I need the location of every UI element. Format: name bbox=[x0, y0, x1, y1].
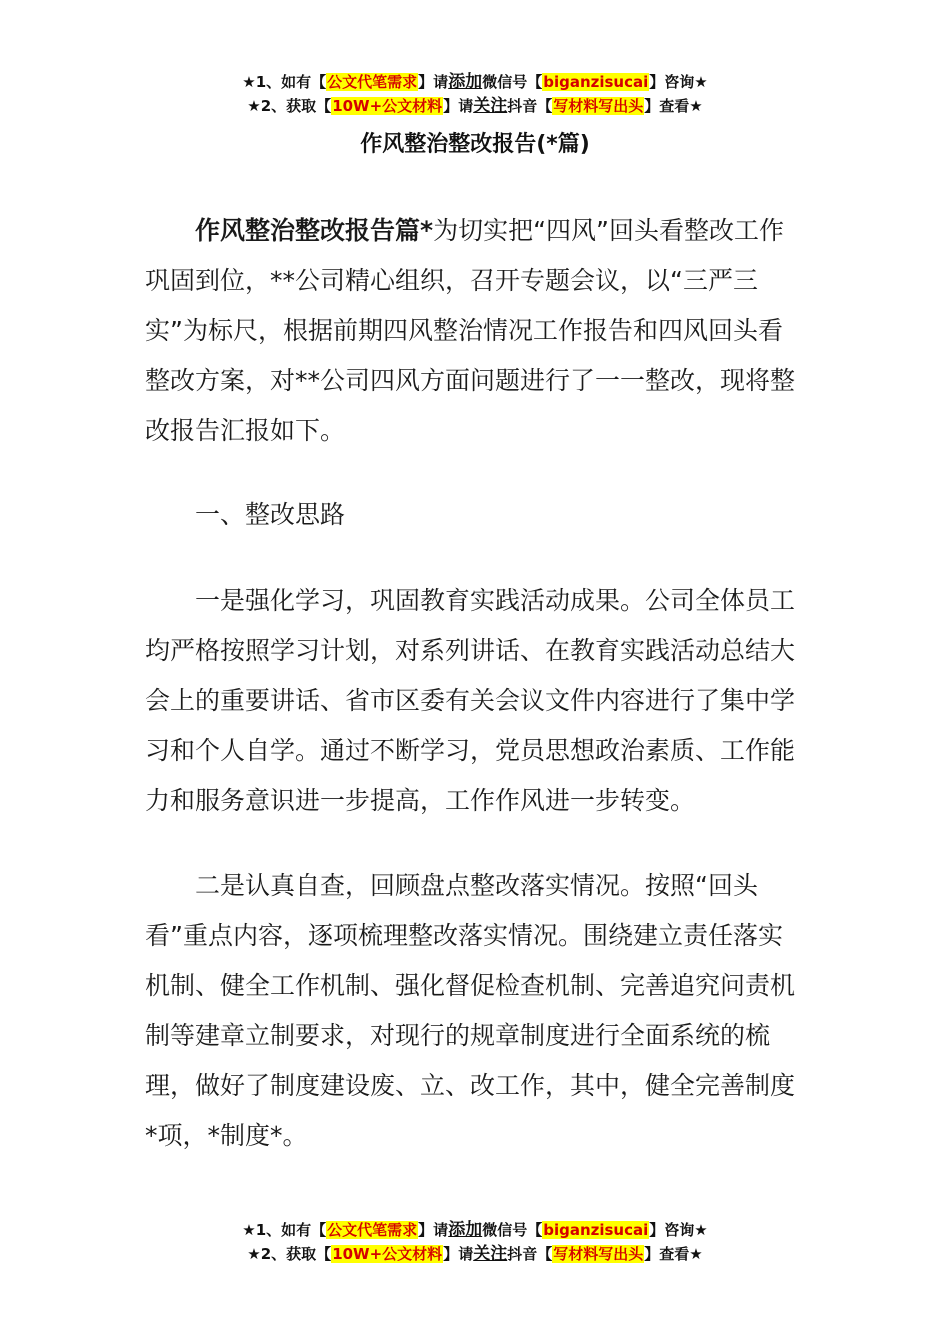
promo-line-1-mid-1: 】请 bbox=[418, 73, 449, 91]
promo-line-2-mid-1: 】请 bbox=[443, 97, 474, 115]
promo-footer-bottom bbox=[0, 1218, 950, 1266]
promo-footer-line-1 bbox=[0, 1218, 950, 1242]
promo-footer-line-2-highlight-2: 写材料写出头 bbox=[553, 1245, 644, 1263]
promo-footer-line-2-prefix: ★2、获取【 bbox=[247, 1245, 332, 1263]
promo-line-1 bbox=[0, 70, 950, 94]
promo-footer-line-1-underline: 添加 bbox=[448, 1220, 483, 1240]
promo-line-2 bbox=[0, 94, 950, 118]
promo-footer-line-1-highlight-2: biganzisucai bbox=[543, 1221, 649, 1239]
promo-line-2-prefix: ★2、获取【 bbox=[247, 97, 332, 115]
promo-footer-line-1-prefix: ★1、如有【 bbox=[242, 1221, 327, 1239]
promo-footer-line-1-highlight-1: 公文代笔需求 bbox=[327, 1221, 418, 1239]
promo-footer-line-1-mid-2: 微信号【 bbox=[482, 1221, 543, 1239]
intro-lead: 作风整治整改报告篇* bbox=[195, 216, 434, 245]
promo-footer-line-2-highlight-1: 10W+公文材料 bbox=[332, 1245, 443, 1263]
promo-line-2-underline: 关注 bbox=[473, 96, 508, 116]
promo-line-2-highlight-2: 写材料写出头 bbox=[553, 97, 644, 115]
promo-footer-line-2-mid-2: 抖音【 bbox=[507, 1245, 553, 1263]
body-paragraph-1: 一是强化学习，巩固教育实践活动成果。公司全体员工均严格按照学习计划，对系列讲话、在教育实践活动总结大会上的重要讲话、省市区委有关会议文件内容进行了集中学习和个人自学。通过不断学习，党员思想政治素质、工作能力和服务意识进一步提高，工作作风进一步转变。 bbox=[145, 586, 796, 815]
document-title: 作风整治整改报告(*篇) bbox=[360, 132, 590, 157]
promo-line-1-underline: 添加 bbox=[448, 72, 483, 92]
promo-footer-line-1-suffix: 】咨询★ bbox=[649, 1221, 708, 1239]
promo-line-1-suffix: 】咨询★ bbox=[649, 73, 708, 91]
promo-footer-line-2-suffix: 】查看★ bbox=[644, 1245, 703, 1263]
promo-footer-line-1-mid-1: 】请 bbox=[418, 1221, 449, 1239]
body-paragraph-2: 二是认真自查，回顾盘点整改落实情况。按照“回头看”重点内容，逐项梳理整改落实情况。围绕建立责任落实机制、健全工作机制、强化督促检查机制、完善追究问责机制等建章立制要求，对现行的规章制度进行全面系统的梳理，做好了制度建设废、立、改工作，其中，健全完善制度*项，*制度*。 bbox=[145, 871, 796, 1150]
promo-line-2-mid-2: 抖音【 bbox=[507, 97, 553, 115]
promo-line-2-suffix: 】查看★ bbox=[644, 97, 703, 115]
promo-line-1-highlight-1: 公文代笔需求 bbox=[327, 73, 418, 91]
promo-line-1-mid-2: 微信号【 bbox=[482, 73, 543, 91]
promo-line-1-highlight-2: biganzisucai bbox=[543, 73, 649, 91]
promo-footer-line-2-underline: 关注 bbox=[473, 1244, 508, 1264]
intro-body: 为切实把“四风”回头看整改工作巩固到位，**公司精心组织，召开专题会议，以“三严三实”为标尺，根据前期四风整治情况工作报告和四风回头看整改方案，对**公司四风方面问题进行了一一整改，现将整改报告汇报如下。 bbox=[145, 216, 796, 445]
promo-header-top bbox=[0, 70, 950, 118]
section-heading-1: 一、整改思路 bbox=[195, 500, 346, 529]
intro-paragraph bbox=[145, 206, 807, 456]
promo-line-2-highlight-1: 10W+公文材料 bbox=[332, 97, 443, 115]
promo-footer-line-2 bbox=[0, 1242, 950, 1266]
promo-footer-line-2-mid-1: 】请 bbox=[443, 1245, 474, 1263]
promo-line-1-prefix: ★1、如有【 bbox=[242, 73, 327, 91]
